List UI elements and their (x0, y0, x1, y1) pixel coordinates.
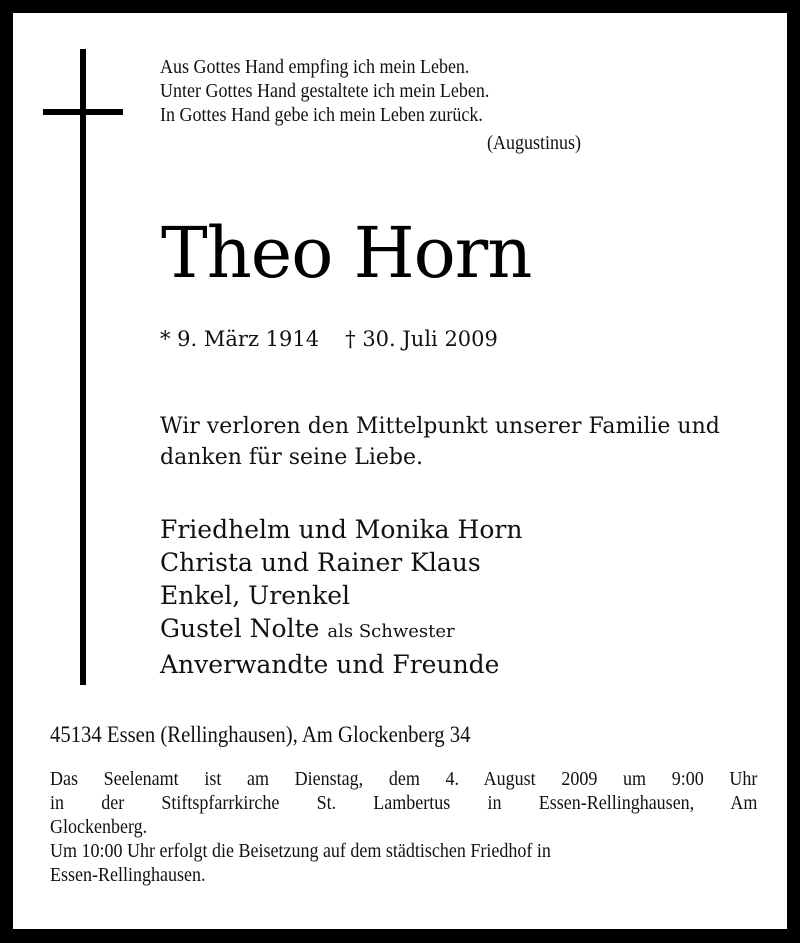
details-line: Essen-Rellinghausen. (50, 864, 206, 886)
message-line: danken für seine Liebe. (160, 445, 423, 470)
mourner: Christa und Rainer Klaus (160, 548, 481, 577)
death-date: † 30. Juli 2009 (345, 327, 498, 351)
mourner: Anverwandte und Freunde (160, 650, 500, 679)
quote-line: Unter Gottes Hand gestaltete ich mein Leben. (160, 80, 490, 102)
deceased-name: Theo Horn (161, 212, 532, 294)
details-line: Das Seelenamt ist am Dienstag, dem 4. August 2009 um 9:00 Uhr (50, 768, 758, 790)
life-dates (160, 325, 498, 353)
details-line: Glockenberg. (50, 816, 148, 838)
cross-icon (80, 49, 86, 685)
cross-icon-bar (43, 109, 123, 115)
details-line: Um 10:00 Uhr erfolgt die Beisetzung auf dem städtischen Friedhof in (50, 840, 551, 862)
quote-line: In Gottes Hand gebe ich mein Leben zurück. (160, 104, 483, 126)
mourner: Enkel, Urenkel (160, 581, 351, 610)
mourner (160, 612, 522, 648)
details-line: in der Stiftspfarrkirche St. Lambertus in Essen-Rellinghausen, Am (50, 792, 758, 814)
mourner-relation: als Schwester (327, 621, 455, 642)
quote-source: (Augustinus) (487, 132, 582, 154)
quote (160, 55, 489, 127)
obituary-card (13, 13, 787, 929)
family-address: 45134 Essen (Rellinghausen), Am Glockenberg 34 (50, 722, 471, 747)
message-line: Wir verloren den Mittelpunkt unserer Familie und (160, 414, 720, 439)
quote-line: Aus Gottes Hand empfing ich mein Leben. (160, 56, 470, 78)
mourning-message (160, 411, 720, 473)
service-details (50, 767, 757, 887)
birth-date: * 9. März 1914 (160, 327, 320, 351)
mourner-name: Gustel Nolte (160, 614, 320, 643)
mourner: Friedhelm und Monika Horn (160, 515, 523, 544)
mourners-list (160, 513, 522, 681)
